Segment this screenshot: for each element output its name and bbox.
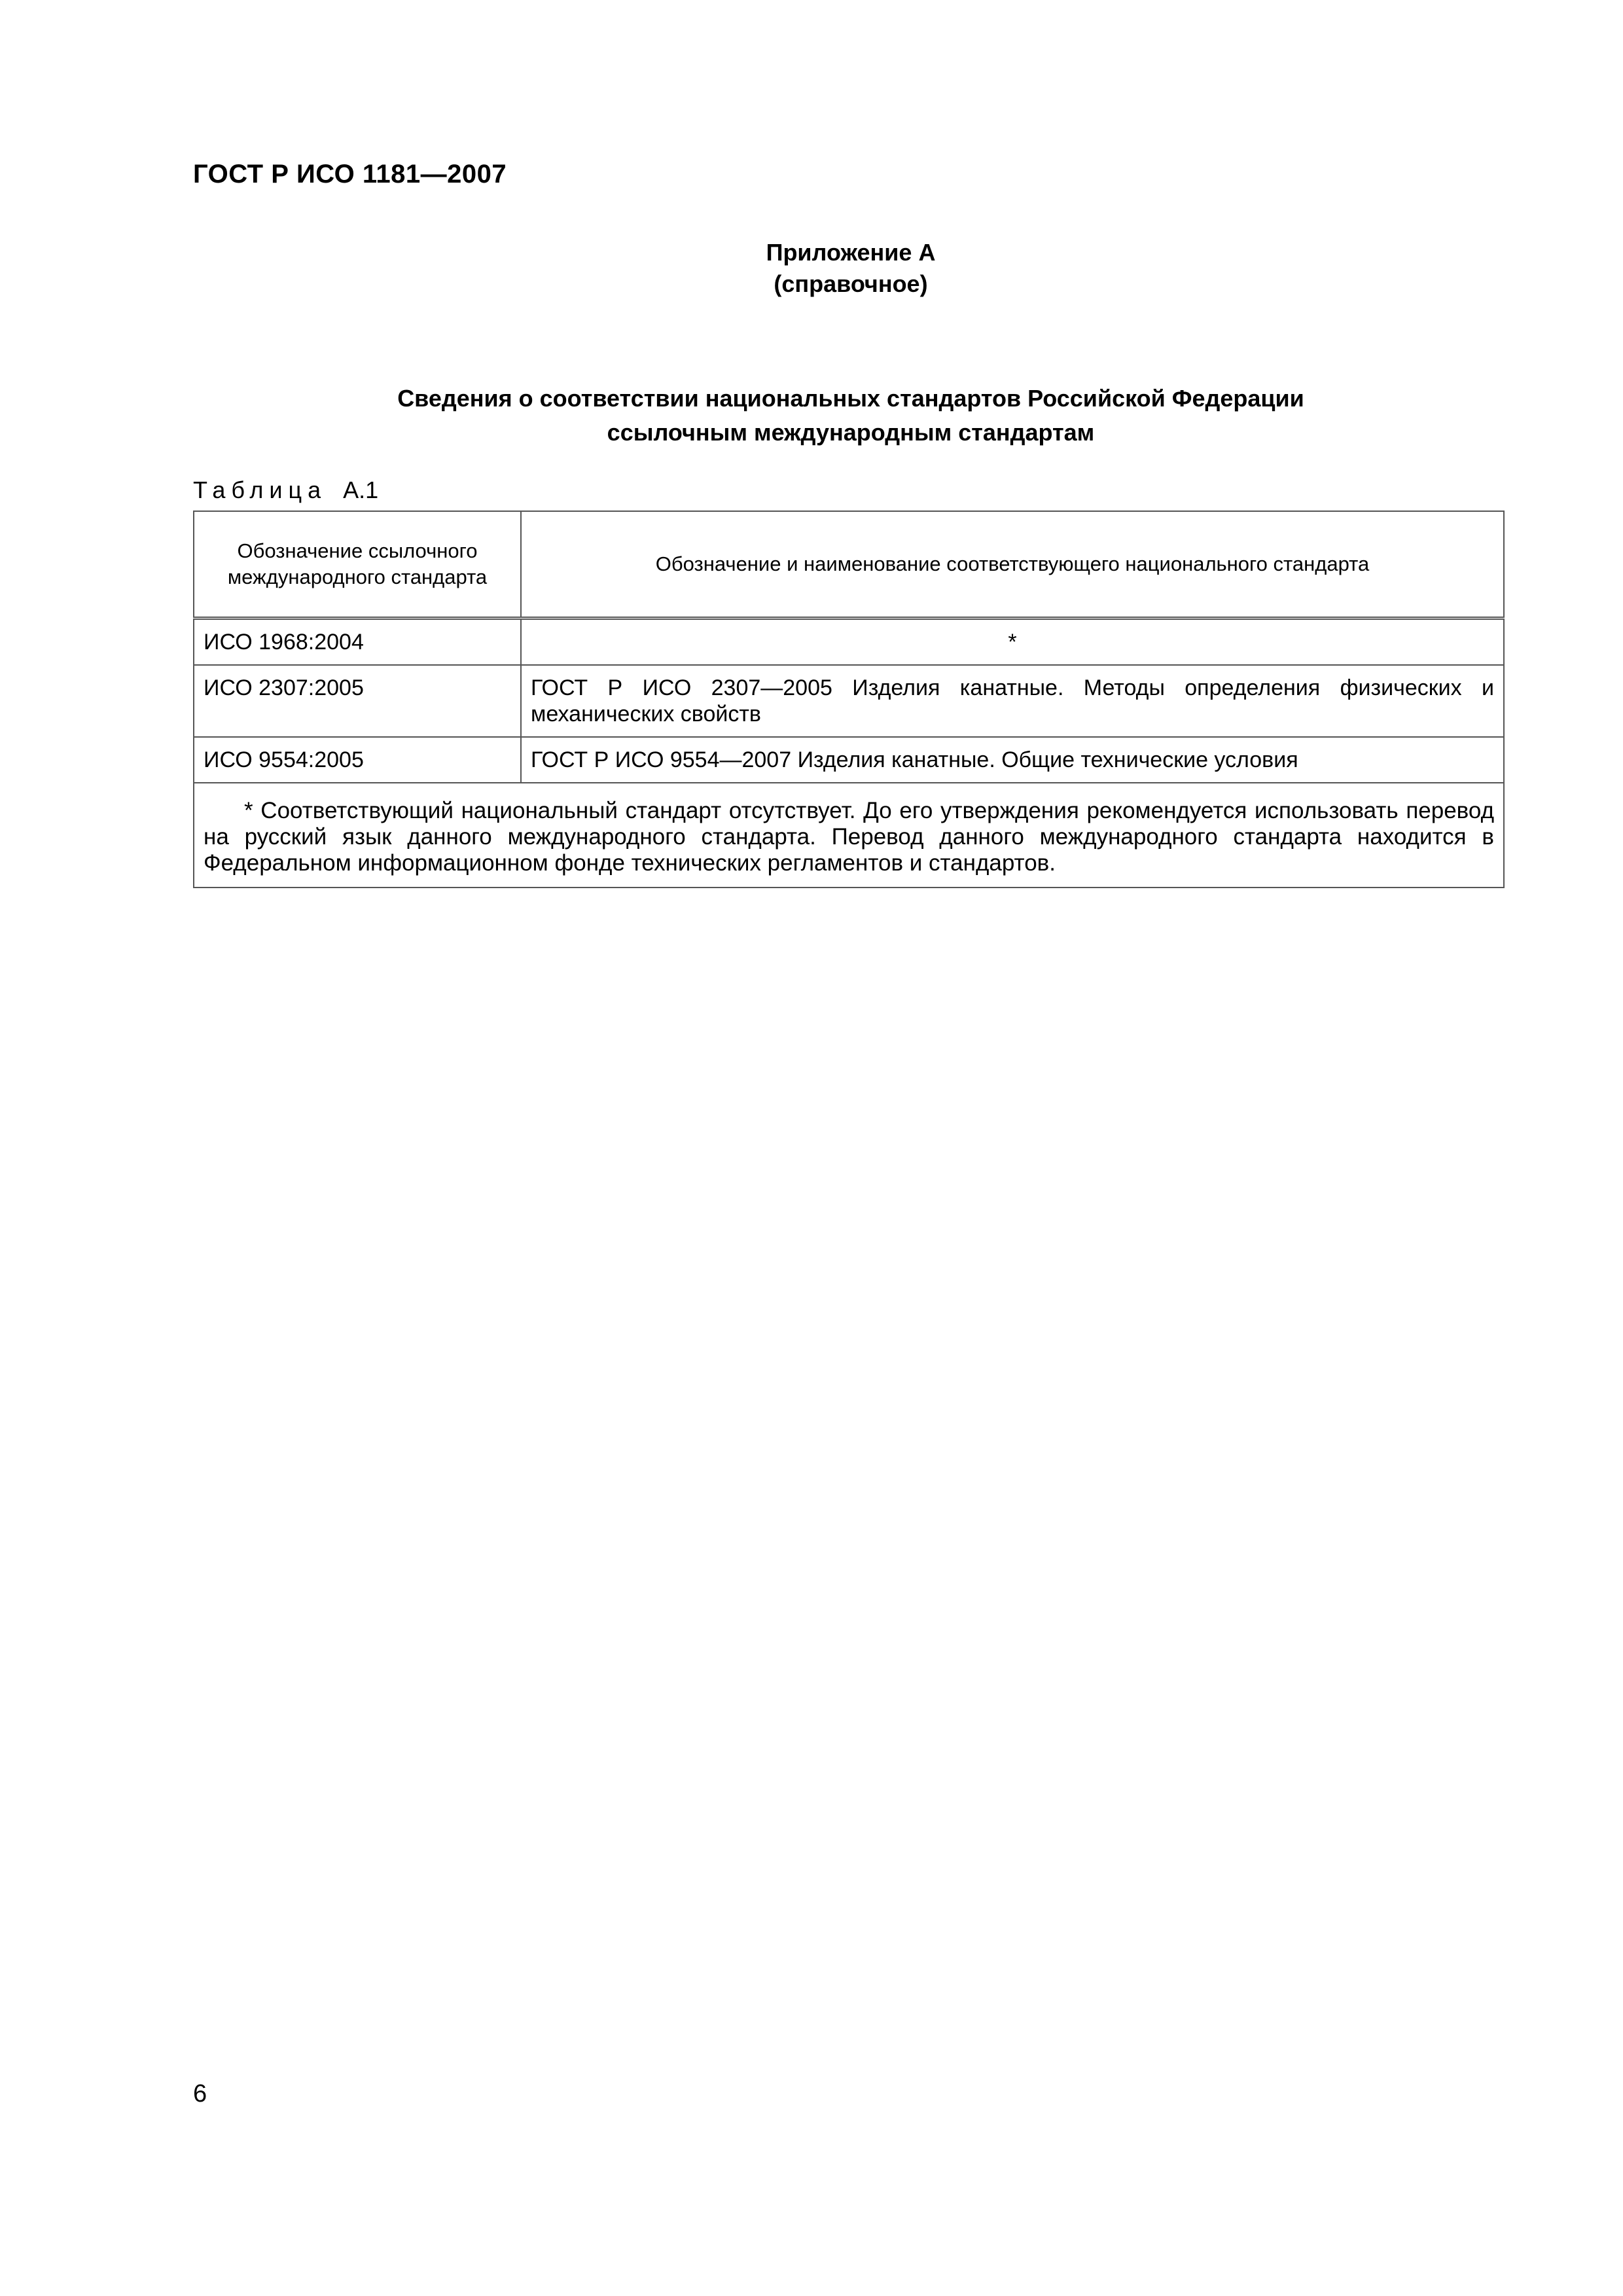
- table-footnote: * Соответствующий национальный стандарт отсутствует. До его утверждения рекомендуется использовать перевод на русский язык данного международного стандарта. Перевод данного международного стандарта находится в Федеральном информационном фонде технических регламентов и стандартов.: [194, 783, 1504, 888]
- annex-title: Приложение А: [766, 239, 936, 266]
- table-row: [194, 665, 1504, 737]
- national-standard-cell: ГОСТ Р ИСО 9554—2007 Изделия канатные. Общие технические условия: [521, 737, 1504, 783]
- table-caption-word: Таблица: [193, 476, 327, 503]
- standards-correspondence-table: [193, 511, 1505, 888]
- column-header-iso: Обозначение ссылочного международного стандарта: [194, 511, 521, 619]
- table-row: [194, 737, 1504, 783]
- table-caption-number: А.1: [343, 476, 379, 503]
- table-footnote-row: [194, 783, 1504, 888]
- section-title-line-2: ссылочным международным стандартам: [607, 419, 1095, 446]
- iso-designation-cell: ИСО 9554:2005: [194, 737, 521, 783]
- page-number: 6: [193, 2080, 207, 2108]
- national-standard-cell: ГОСТ Р ИСО 2307—2005 Изделия канатные. Методы определения физических и механических свойств: [521, 665, 1504, 737]
- document-id: ГОСТ Р ИСО 1181—2007: [193, 160, 507, 188]
- national-standard-cell: *: [521, 619, 1504, 666]
- iso-designation-cell: ИСО 2307:2005: [194, 665, 521, 737]
- annex-status: (справочное): [774, 270, 928, 297]
- section-title-line-1: Сведения о соответствии национальных стандартов Российской Федерации: [397, 385, 1304, 412]
- column-header-national: Обозначение и наименование соответствующего национального стандарта: [521, 511, 1504, 619]
- iso-designation-cell: ИСО 1968:2004: [194, 619, 521, 666]
- table-row: [194, 619, 1504, 666]
- table-caption: [193, 476, 378, 504]
- table-header-row: [194, 511, 1504, 619]
